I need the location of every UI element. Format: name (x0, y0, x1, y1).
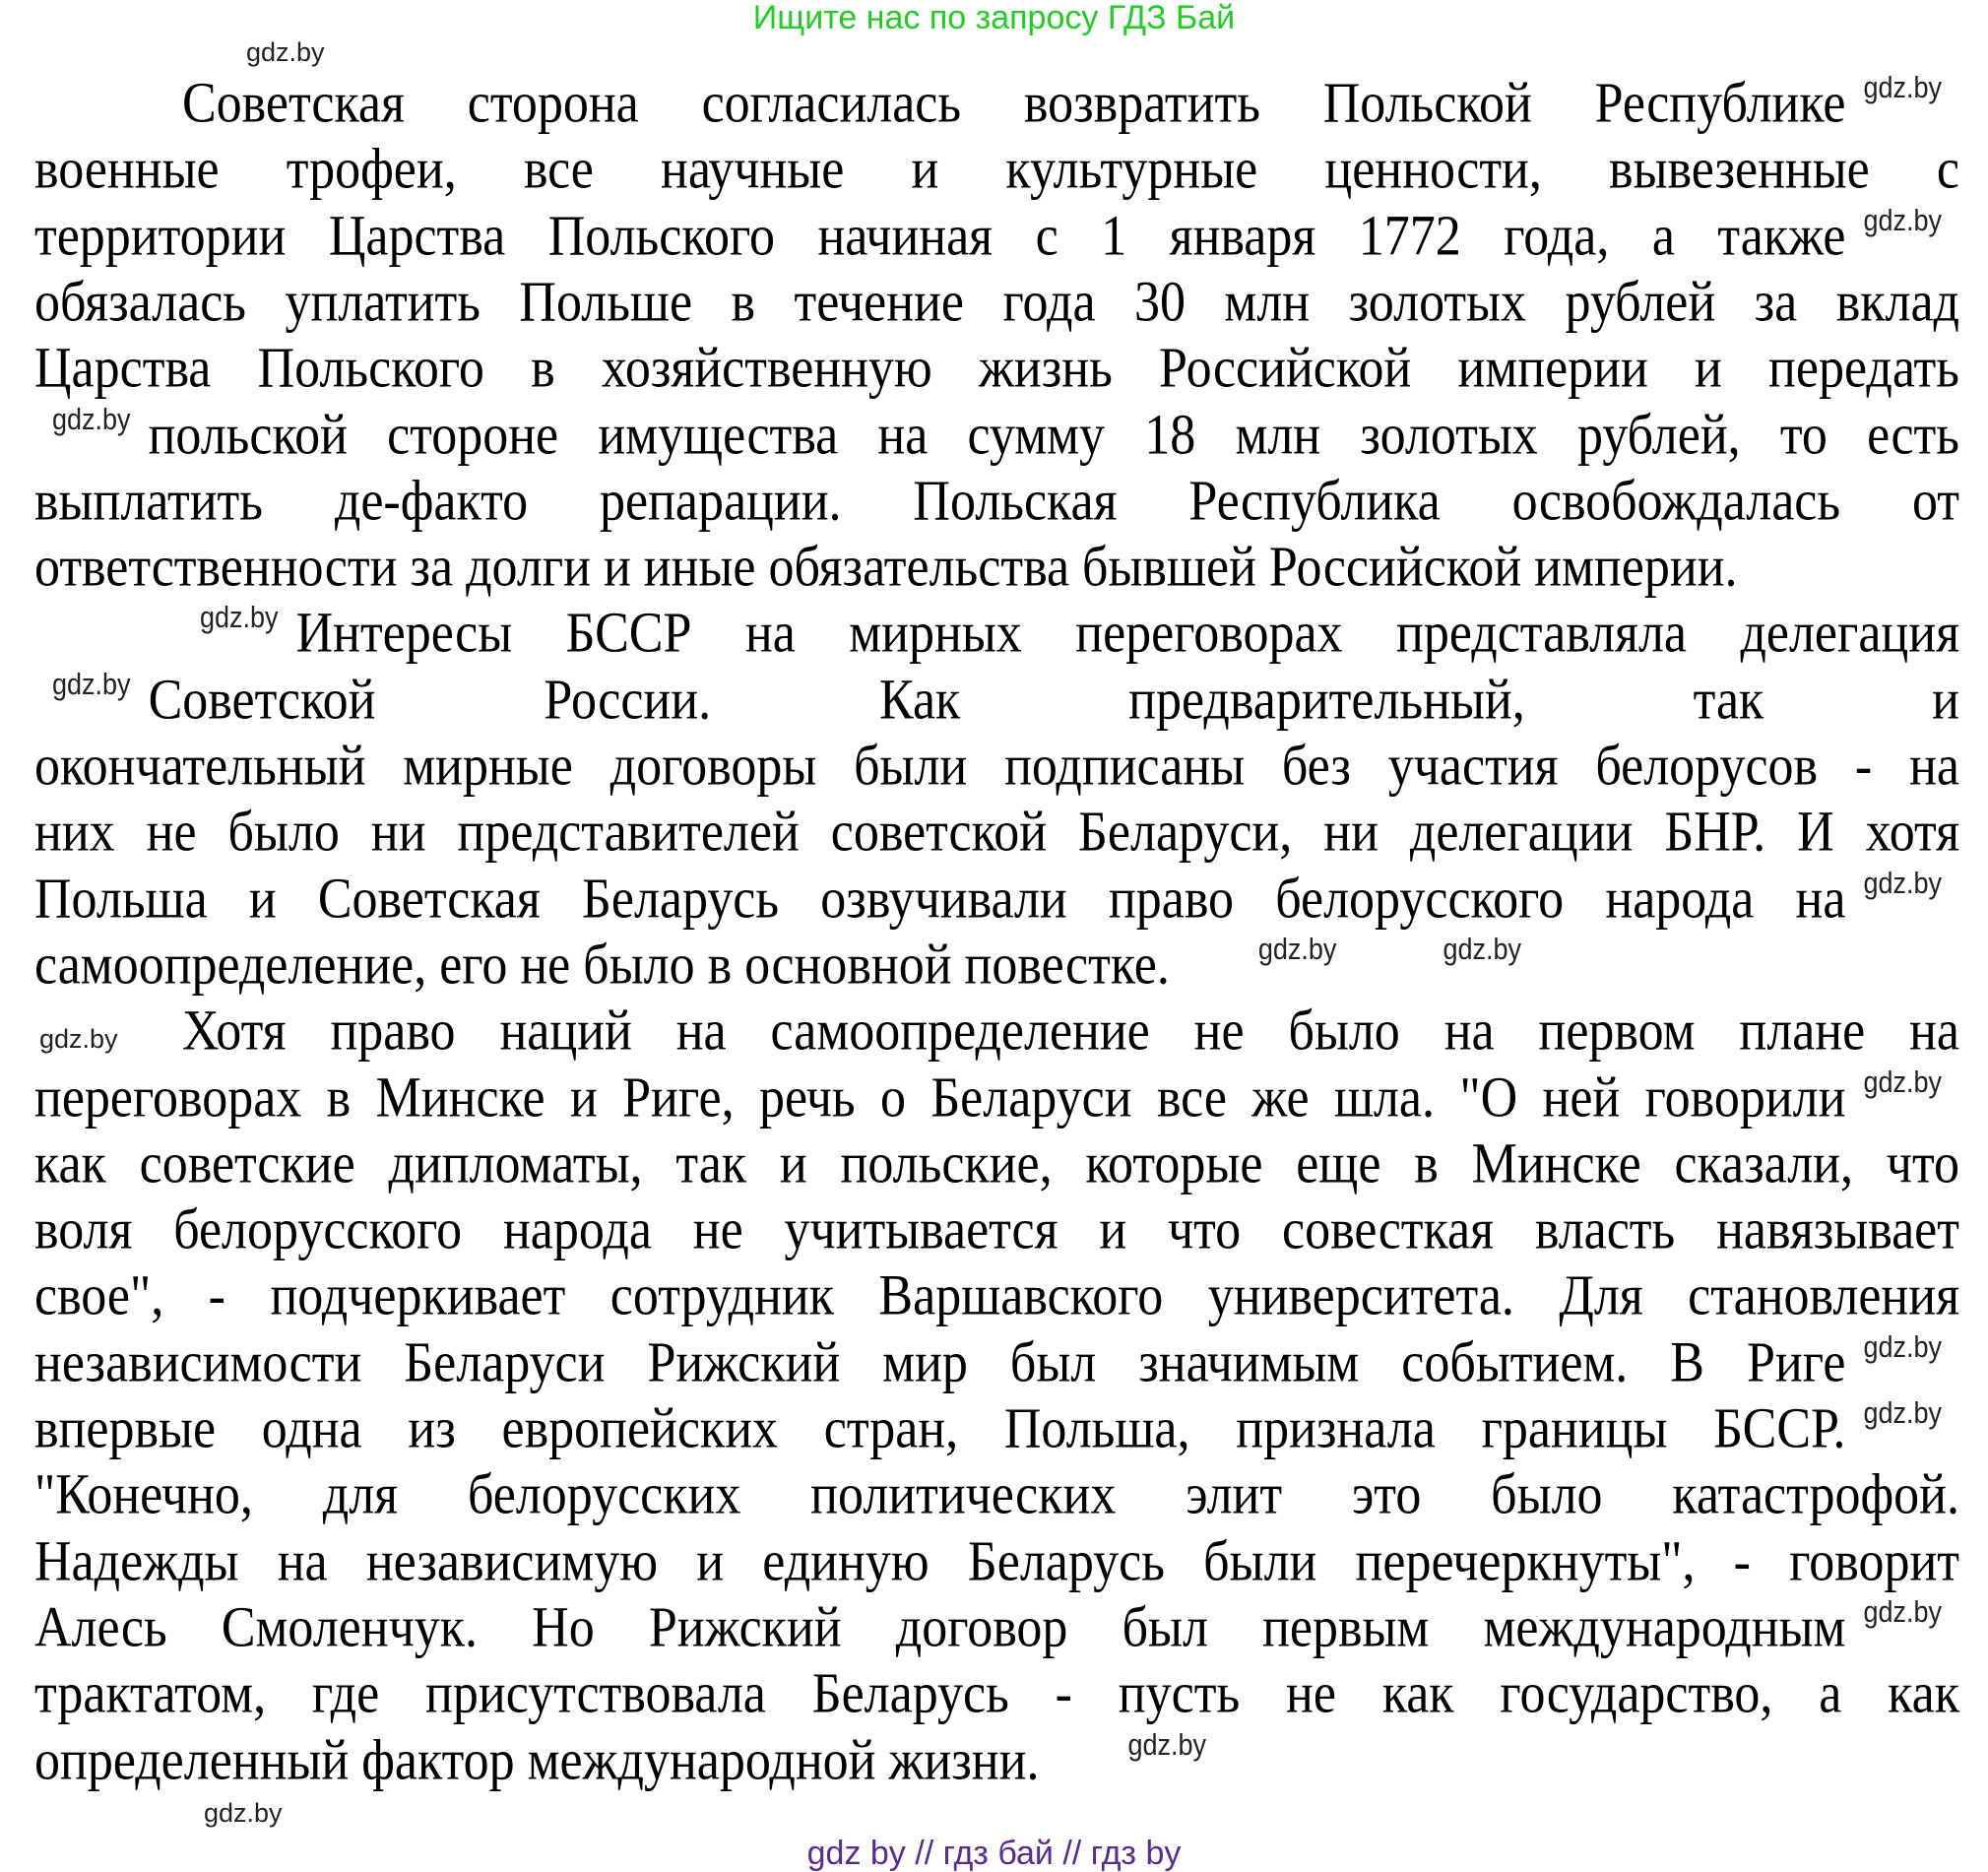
line-text: Интересы БССР на мирных переговорах представляла делегация (295, 602, 1959, 666)
watermark-text: gdz.by (1863, 1594, 1942, 1629)
line-text: них не было ни представителей советской Беларуси, ни делегации БНР. И хотя (34, 801, 1959, 865)
watermark-text: gdz.by (200, 601, 279, 634)
watermark-text: gdz.by (52, 402, 131, 436)
line-text: обязалась уплатить Польше в течение года 30 млн золотых рублей за вклад (34, 271, 1959, 334)
paragraph-1-line (34, 270, 1959, 336)
paragraph-1-line (34, 403, 1959, 469)
watermark-text: gdz.by (39, 1024, 118, 1054)
line-text: Царства Польского в хозяйственную жизнь Российской империи и передать (34, 337, 1959, 401)
line-text: переговорах в Минске и Риге, речь о Беларуси все же шла. "О ней говорили (34, 1065, 1846, 1130)
paragraph-3-line (34, 1131, 1959, 1197)
line-text: определенный фактор международной жизни. (34, 1728, 1040, 1792)
paragraph-2-line (34, 800, 1959, 866)
watermark-text: gdz.by (1863, 203, 1942, 237)
paragraph-3-line (34, 1595, 1959, 1661)
watermark-text: gdz.by (246, 37, 325, 67)
paragraph-3-line (34, 1197, 1959, 1263)
paragraph-2-line (34, 734, 1959, 800)
paragraph-1-line (34, 469, 1959, 535)
watermark-text: gdz.by (1257, 932, 1337, 966)
line-text: Советская сторона согласилась возвратить Польской Республике (182, 72, 1846, 135)
paragraph-3-line (34, 1728, 1959, 1794)
line-text: окончательный мирные договоры были подписаны без участия белорусов - на (34, 735, 1959, 798)
line-text: польской стороне имущества на сумму 18 млн золотых рублей, то есть (148, 403, 1959, 467)
line-text: впервые одна из европейских стран, Польша, признала границы БССР. (34, 1397, 1846, 1460)
paragraph-1-line (34, 204, 1959, 270)
paragraph-2-line (34, 933, 1959, 999)
paragraph-1-line (34, 137, 1959, 203)
line-text: Надежды на независимую и единую Беларусь были перечеркнуты", - говорит (34, 1529, 1959, 1593)
watermark-text: gdz.by (52, 667, 131, 701)
line-text: свое", - подчеркивает сотрудник Варшавского университета. Для становления (34, 1264, 1959, 1328)
watermark-text: gdz.by (1863, 866, 1942, 900)
watermark-text: gdz.by (1863, 1065, 1942, 1099)
line-text: "Конечно, для белорусских политических элит это было катастрофой. (34, 1463, 1959, 1527)
line-text: воля белорусского народа не учитывается и что совесткая власть навязывает (34, 1198, 1959, 1262)
watermark-text: gdz.by (1443, 932, 1521, 966)
line-text: ответственности за долги и иные обязательства бывшей Российской империи. (34, 536, 1738, 600)
watermark-text: gdz.by (1863, 71, 1942, 104)
paragraph-3-line (34, 1529, 1959, 1595)
paragraph-3-line (34, 1330, 1959, 1396)
paragraph-3-line (34, 1263, 1959, 1329)
line-text: выплатить де-факто репарации. Польская Республика освобождалась от (34, 469, 1959, 533)
paragraph-1-line (34, 336, 1959, 402)
line-text: независимости Беларуси Рижский мир был значимым событием. В Риге (34, 1330, 1846, 1394)
search-hint-banner: Ищите нас по запросу ГДЗ Бай (752, 0, 1236, 36)
line-text: Хотя право наций на самоопределение не было на первом плане на (182, 1000, 1959, 1064)
paragraph-2-line (182, 601, 1959, 667)
paragraph-3-line (34, 1396, 1959, 1462)
line-text: самоопределение, его не было в основной повестке. (34, 934, 1170, 997)
watermark-text: gdz.by (1127, 1727, 1207, 1762)
watermark-text: gdz.by (1863, 1396, 1942, 1430)
line-text: Советской России. Как предварительный, так и (148, 668, 1959, 732)
paragraph-2-line (34, 668, 1959, 734)
paragraph-1-line (34, 535, 1959, 601)
paragraph-2-line (34, 867, 1959, 933)
line-text: военные трофеи, все научные и культурные ценности, вывезенные с (34, 138, 1959, 202)
line-text: как советские дипломаты, так и польские, которые еще в Минске сказали, что (34, 1131, 1959, 1195)
paragraph-1-line (182, 71, 1959, 137)
paragraph-3-line (34, 1462, 1959, 1528)
footer-site-links: gdz by // гдз бай // гдз by (806, 1835, 1182, 1872)
line-text: территории Царства Польского начиная с 1 января 1772 года, а также (34, 204, 1846, 268)
paragraph-3-line (182, 999, 1959, 1065)
paragraph-3-line (34, 1065, 1959, 1131)
line-text: Алесь Смоленчук. Но Рижский договор был первым международным (34, 1596, 1846, 1659)
line-text: трактатом, где присутствовала Беларусь - пусть не как государство, а как (34, 1662, 1959, 1726)
watermark-text: gdz.by (1863, 1329, 1942, 1364)
watermark-text: gdz.by (204, 1798, 283, 1828)
paragraph-3-line (34, 1661, 1959, 1727)
line-text: Польша и Советская Беларусь озвучивали право белорусского народа на (34, 867, 1846, 931)
